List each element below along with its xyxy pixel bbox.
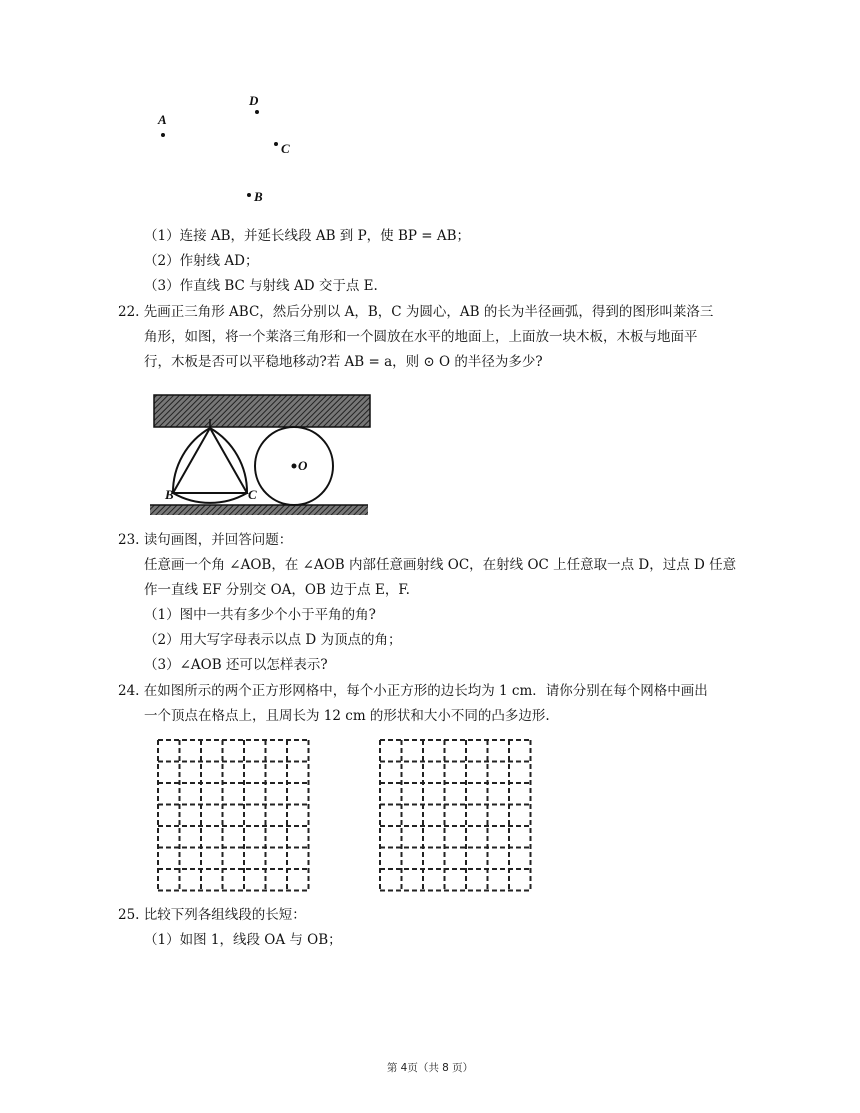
q23-item-3: （3）∠AOB 还可以怎样表示? xyxy=(144,657,328,673)
point-c-dot xyxy=(274,142,278,146)
reuleaux-label-b: B xyxy=(165,487,174,502)
point-b-dot xyxy=(247,193,251,197)
point-d-dot xyxy=(255,110,259,114)
q23-line-2: 任意画一个角 ∠AOB，在 ∠AOB 内部任意画射线 OC，在射线 OC 上任意取一点 D，过点 D 任意 xyxy=(144,557,737,573)
point-a-dot xyxy=(161,133,165,137)
q21-item-3: （3）作直线 BC 与射线 AD 交于点 E. xyxy=(144,278,378,294)
q22-line-1: 22. 先画正三角形 ABC，然后分别以 A，B，C 为圆心，AB 的长为半径画弧，得到的图形叫莱洛三 xyxy=(118,304,714,320)
point-d-label: D xyxy=(249,93,259,108)
q24-line-1: 24. 在如图所示的两个正方形网格中，每个小正方形的边长均为 1 cm．请你分别在每个网格中画出 xyxy=(118,683,708,699)
point-b-label: B xyxy=(254,189,263,204)
q23-item-2: （2）用大写字母表示以点 D 为顶点的角； xyxy=(144,632,402,648)
equilateral-triangle xyxy=(173,428,247,493)
square-grid-right xyxy=(378,738,538,893)
q23-line-3: 作一直线 EF 分别交 OA，OB 边于点 E，F. xyxy=(144,582,410,598)
reuleaux-triangle xyxy=(173,428,247,503)
q22-line-2: 角形，如图，将一个莱洛三角形和一个圆放在水平的地面上，上面放一块木板，木板与地面平 xyxy=(144,329,698,345)
ground xyxy=(150,505,368,515)
page-footer: 第 4页（共 8 页） xyxy=(386,1062,474,1074)
point-a-label: A xyxy=(158,112,167,127)
circle-label-o: O xyxy=(298,458,308,473)
q21-item-1: （1）连接 AB，并延长线段 AB 到 P，使 BP = AB； xyxy=(144,228,471,244)
q23-line-1: 23. 读句画图，并回答问题： xyxy=(118,532,293,548)
reuleaux-label-c: C xyxy=(248,487,257,502)
wooden-board xyxy=(154,395,370,427)
q21-item-2: （2）作射线 AD； xyxy=(144,253,259,269)
q23-item-1: （1）图中一共有多少个小于平角的角? xyxy=(144,607,376,623)
q22-line-3: 行，木板是否可以平稳地移动?若 AB = a，则 ⊙ O 的半径为多少? xyxy=(144,354,543,370)
point-c-label: C xyxy=(281,141,290,156)
square-grid-left xyxy=(156,738,316,893)
reuleaux-figure xyxy=(140,383,380,523)
q25-item-1: （1）如图 1，线段 OA 与 OB； xyxy=(144,932,342,948)
q25-line-1: 25. 比较下列各组线段的长短： xyxy=(118,907,306,923)
q24-line-2: 一个顶点在格点上，且周长为 12 cm 的形状和大小不同的凸多边形. xyxy=(144,708,550,724)
